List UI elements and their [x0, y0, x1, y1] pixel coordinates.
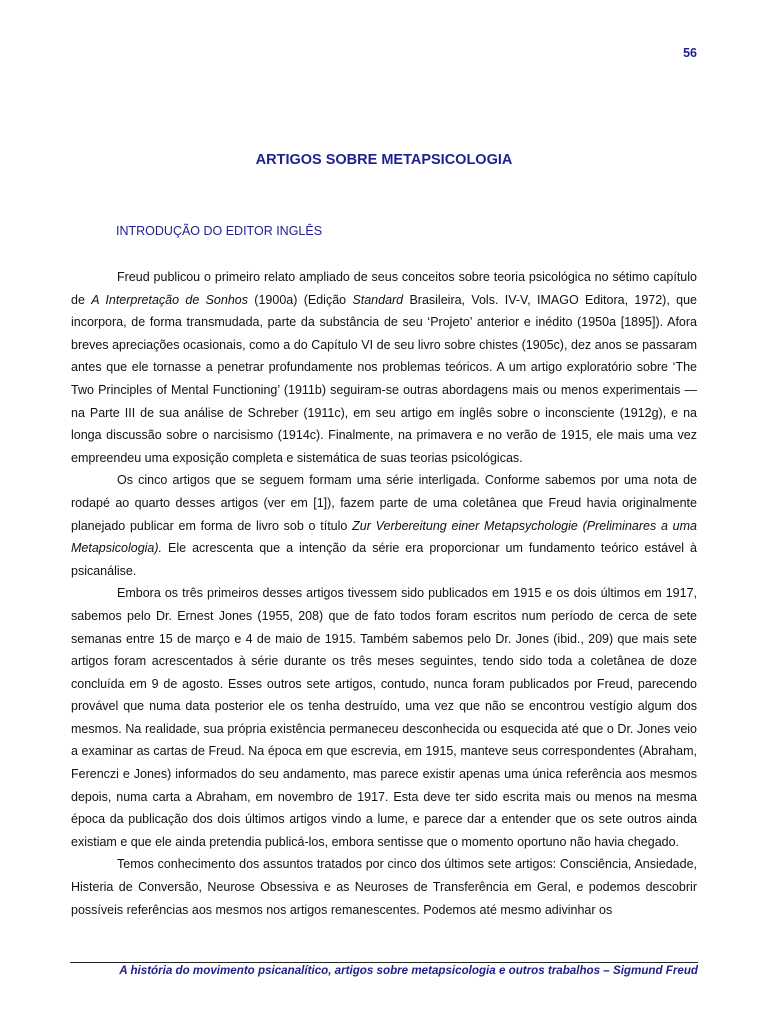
section-heading: INTRODUÇÃO DO EDITOR INGLÊS — [116, 224, 323, 238]
text-span: Ele acrescenta que a intenção da série era proporcionar um fundamento teórico estável à psicanálise. — [71, 541, 697, 578]
paragraph-1 — [71, 266, 697, 469]
text-span: Os cinco artigos que se seguem formam uma série interligada. Conforme sabemos por uma nota de rodapé ao quarto desses artigos (ver em [1]), fazem parte de uma coletânea que Freud havia originalmente planejado publicar em forma de livro sob o título — [71, 473, 697, 533]
text-span: Brasileira, Vols. IV-V, IMAGO Editora, 1972), que incorpora, de forma transmudada, parte da substância de seu ‘Projeto’ anterior e inédito (1950a [1895]). Afora breves apreciações ocasionais, como a do Capítulo VI de seu livro sobre chistes (1905c), dez anos se passaram antes que ele tornasse a penetrar profundamente nos problemas teóricos. A um artigo exploratório sobre ‘The Two Principles of Mental Functioning’ (1911b) seguiram-se outras abordagens mais ou menos experimentais — na Parte III de sua análise de Schreber (1911c), em seu artigo em inglês sobre o inconsciente (1912g), e na longa discussão sobre o narcisismo (1914c). Finalmente, na primavera e no verão de 1915, ele mais uma vez empreendeu uma exposição completa e sistemática de suas teorias psicológicas. — [71, 292, 697, 465]
footer-running-title: A história do movimento psicanalítico, artigos sobre metapsicologia e outros trabalhos – Sigmund Freud — [119, 964, 698, 977]
footer-divider — [70, 962, 698, 963]
page-number: 56 — [683, 46, 697, 60]
paragraph-3 — [71, 582, 697, 853]
italic-book-title: A Interpretação de Sonhos — [91, 292, 248, 307]
paragraph-2 — [71, 469, 697, 582]
text-span: Embora os três primeiros desses artigos tivessem sido publicados em 1915 e os dois últimos em 1917, sabemos pelo Dr. Ernest Jones (1955, 208) que de fato todos foram escritos num período de cerca de sete semanas entre 15 de março e 4 de maio de 1915. Também sabemos pelo Dr. Jones (ibid., 209) que mais sete artigos foram acrescentados à série durante os três meses seguintes, tendo sido toda a coletânea de doze concluída em 9 de agosto. Esses outros sete artigos, contudo, nunca foram publicados por Freud, parecendo provável que numa data posterior ele os tenha destruído, uma vez que não se encontrou vestígio algum dos mesmos. Na realidade, sua própria existência permaneceu desconhecida ou esquecida até que o Dr. Jones veio a examinar as cartas de Freud. Na época em que escrevia, em 1915, manteve seus correspondentes (Abraham, Ferenczi e Jones) informados do seu andamento, mas parece existir apenas uma única referência aos mesmos depois, numa carta a Abraham, em novembro de 1917. Esta deve ter sido escrita mais ou menos na mesma época da publicação dos dois últimos artigos vindo a lume, e parece dar a entender que os sete outros ainda existiam e que ele ainda pretendia publicá-los, embora sentisse que o momento oportuno não havia chegado. — [71, 586, 697, 849]
italic-work-title: Zur Verbereitung einer Metapsychologie (Preliminares a uma Metapsicologia). — [71, 518, 698, 556]
text-span: (1900a) (Edição — [248, 292, 353, 307]
text-span: Freud publicou o primeiro relato ampliado de seus conceitos sobre teoria psicológica no sétimo capítulo de — [71, 270, 697, 307]
text-span: Temos conhecimento dos assuntos tratados por cinco dos últimos sete artigos: Consciência, Ansiedade, Histeria de Conversão, Neurose Obsessiva e as Neuroses de Transferência em Geral, e podemos descobrir possíveis referências aos mesmos nos artigos remanescentes. Podemos até mesmo adivinhar os — [71, 857, 697, 917]
body-text — [71, 266, 697, 921]
italic-edition: Standard — [352, 292, 404, 307]
paragraph-4 — [71, 853, 697, 921]
chapter-title: ARTIGOS SOBRE METAPSICOLOGIA — [255, 152, 513, 168]
